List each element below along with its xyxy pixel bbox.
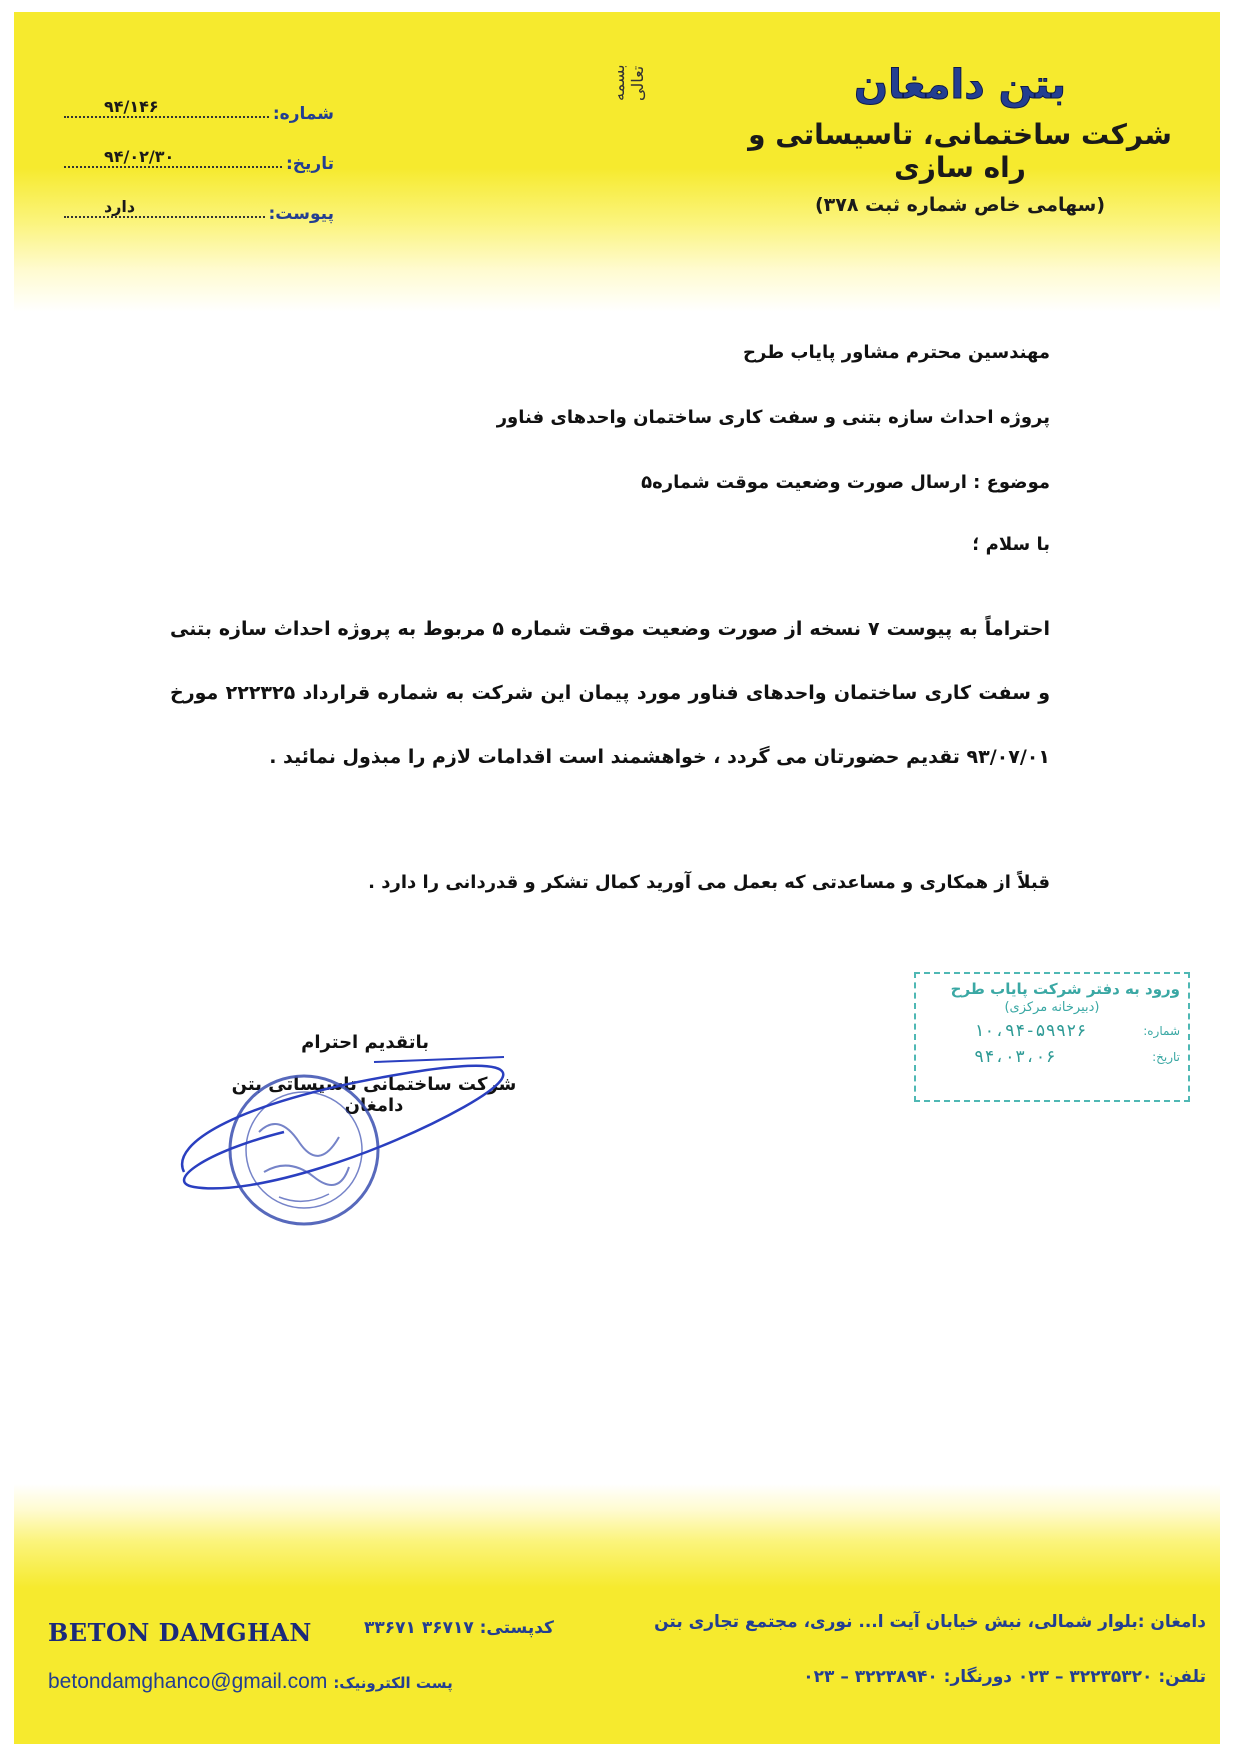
footer-address: دامغان :بلوار شمالی، نبش خیابان آیت ا... نوری، مجتمع تجاری بتن (654, 1612, 1206, 1632)
basmala: بسمه تعالی (609, 64, 647, 102)
footer-email-link[interactable]: betondamghanco@gmail.com (48, 1670, 328, 1693)
stamp-date-value: ۹۴،۰۳،۰۶ (974, 1047, 1056, 1067)
stamp-date-label: تاریخ: (1152, 1050, 1180, 1064)
footer-email-label: پست الکترونیک: (333, 1674, 453, 1692)
stamp-subtitle: (دبیرخانه مرکزی) (1004, 1000, 1100, 1015)
letter-page (14, 12, 1220, 1744)
letter-subject: موضوع : ارسال صورت وضعیت موقت شماره۵ (641, 472, 1050, 493)
letter-salutation: با سلام ؛ (972, 534, 1050, 555)
signature-regards: باتقدیم احترام (301, 1032, 429, 1053)
stamp-number-value: ۱۰،۹۴-۵۹۹۲۶ (974, 1021, 1087, 1041)
attachment-label: پیوست: (268, 204, 334, 224)
letter-thanks: قبلاً از همکاری و مساعدتی که بعمل می آورید کمال تشکر و قدردانی را دارد . (368, 872, 1050, 893)
meta-attachment-row (64, 174, 334, 224)
dotted-line (64, 204, 265, 218)
receipt-stamp (914, 972, 1190, 1102)
date-label: تاریخ: (286, 154, 334, 174)
meta-number-row (64, 74, 334, 124)
stamp-date-row (924, 1047, 1180, 1067)
letter-recipient: مهندسین محترم مشاور پایاب طرح (743, 342, 1050, 363)
stamp-number-row (924, 1021, 1180, 1041)
letter-meta (64, 74, 334, 224)
footer-phone: تلفن: ۳۲۲۳۵۳۲۰ – ۰۲۳ دورنگار: ۳۲۲۳۸۹۴۰ – ۰۲۳ (803, 1667, 1206, 1687)
signature-mark (164, 1022, 564, 1212)
attachment-value: دارد (104, 197, 136, 216)
dotted-line (64, 104, 269, 118)
company-type: شرکت ساختمانی، تاسیساتی و راه سازی (748, 118, 1172, 184)
stamp-number-label: شماره: (1143, 1024, 1180, 1038)
footer-email-row (48, 1670, 453, 1694)
number-label: شماره: (272, 104, 334, 124)
stamp-title: ورود به دفتر شرکت پایاب طرح (950, 980, 1180, 998)
footer-postal-code: کدپستی: ۳۶۷۱۷ ۳۳۶۷۱ (364, 1618, 554, 1638)
company-block (740, 62, 1180, 216)
company-registration: (سهامی خاص شماره ثبت ۳۷۸) (814, 194, 1106, 216)
date-value: ۹۴/۰۲/۳۰ (104, 147, 175, 166)
meta-date-row (64, 124, 334, 174)
footer-brand: BETON DAMGHAN (48, 1618, 312, 1647)
signature-company: شرکت ساختمانی تاسیساتی بتن دامغان (231, 1074, 517, 1116)
letter-project: پروژه احداث سازه بتنی و سفت کاری ساختمان واحدهای فناور (496, 407, 1050, 428)
letter-body: احتراماً به پیوست ۷ نسخه از صورت وضعیت موقت شماره ۵ مربوط به پروژه احداث سازه بتنی و سفت کاری ساختمان واحدهای فناور مورد پیمان این شرکت به شماره قرارداد ۲۲۲۳۲۵ مورخ ۹۳/۰۷/۰۱ تقدیم حضورتان می گردد ، خواهشمند است اقدامات لازم را مبذول نمائید . (170, 618, 1051, 768)
company-name: بتن دامغان (853, 62, 1066, 108)
number-value: ۹۴/۱۴۶ (104, 97, 159, 116)
